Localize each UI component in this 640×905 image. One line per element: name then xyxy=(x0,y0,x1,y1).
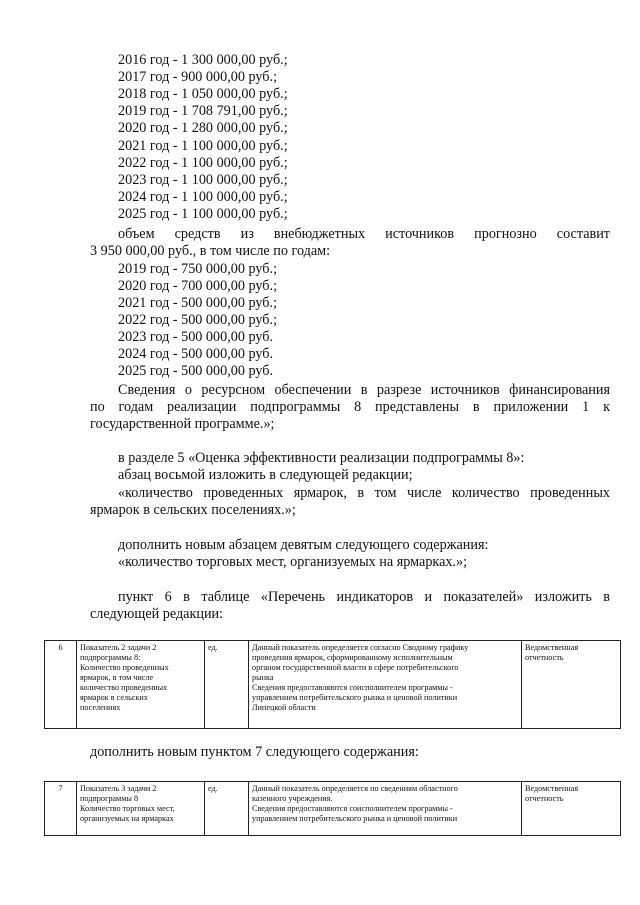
extrabudget-line-2022: 2022 год - 500 000,00 руб.; xyxy=(118,312,278,328)
section5-heading: в разделе 5 «Оценка эффективности реализации подпрограммы 8»: xyxy=(118,450,525,466)
row6-name-line: Количество проведенных xyxy=(80,663,169,672)
budget-line-2019: 2019 год - 1 708 791,00 руб.; xyxy=(118,103,288,119)
row7-name-line: Показатель 3 задачи 2 xyxy=(80,784,157,793)
row6-source xyxy=(522,641,621,729)
point6-line-2: следующей редакции: xyxy=(90,606,224,622)
row6-source-line: Ведомственная xyxy=(525,643,579,652)
row7-source xyxy=(522,782,621,836)
point6-line-1: пункт 6 в таблице «Перечень индикаторов и показателей» изложить в xyxy=(118,589,610,605)
budget-line-2024: 2024 год - 1 100 000,00 руб.; xyxy=(118,189,288,205)
row7-source-line: отчетность xyxy=(525,794,564,803)
budget-line-2020: 2020 год - 1 280 000,00 руб.; xyxy=(118,120,288,136)
row6-name-line: поселениях xyxy=(80,703,121,712)
row6-name-line: подпрограммы 8: xyxy=(80,653,141,662)
table-row xyxy=(45,641,621,729)
row6-desc-line: Сведения предоставляются соисполнителем программы - xyxy=(252,683,453,692)
budget-line-2021: 2021 год - 1 100 000,00 руб.; xyxy=(118,138,288,154)
row6-unit: ед. xyxy=(205,641,249,729)
row6-desc-line: Данный показатель определяется согласно Сводному графику xyxy=(252,643,469,652)
budget-line-2017: 2017 год - 900 000,00 руб.; xyxy=(118,69,278,85)
row7-desc-line: управлением потребительского рынка и ценовой политики xyxy=(252,814,458,823)
indicator-table-row-7 xyxy=(44,781,621,836)
resource-para-line-1: Сведения о ресурсном обеспечении в разрезе источников финансирования xyxy=(118,382,610,398)
row7-desc-line: казенного учреждения. xyxy=(252,794,333,803)
row6-desc-line: Липецкой области xyxy=(252,703,316,712)
add-paragraph9-instruction: дополнить новым абзацем девятым следующего содержания: xyxy=(118,537,489,553)
budget-line-2018: 2018 год - 1 050 000,00 руб.; xyxy=(118,86,288,102)
budget-line-2022: 2022 год - 1 100 000,00 руб.; xyxy=(118,155,288,171)
row7-number: 7 xyxy=(45,782,77,836)
row6-desc-line: органом государственной власти в сфере потребительского xyxy=(252,663,459,672)
row6-description xyxy=(249,641,522,729)
budget-line-2025: 2025 год - 1 100 000,00 руб.; xyxy=(118,206,288,222)
row6-name-line: Показатель 2 задачи 2 xyxy=(80,643,157,652)
row6-name-line: количество проведенных xyxy=(80,683,168,692)
extrabudget-intro-line-2: 3 950 000,00 руб., в том числе по годам: xyxy=(90,243,331,259)
row6-number: 6 xyxy=(45,641,77,729)
row6-indicator-name xyxy=(77,641,205,729)
row7-name-line: Количество торговых мест, xyxy=(80,804,175,813)
paragraph9-quote: «количество торговых мест, организуемых на ярмарках.»; xyxy=(118,554,468,570)
budget-line-2023: 2023 год - 1 100 000,00 руб.; xyxy=(118,172,288,188)
extrabudget-line-2019: 2019 год - 750 000,00 руб.; xyxy=(118,261,278,277)
add-point7-instruction: дополнить новым пунктом 7 следующего содержания: xyxy=(90,744,419,760)
row7-indicator-name xyxy=(77,782,205,836)
paragraph8-instruction: абзац восьмой изложить в следующей редакции; xyxy=(118,467,413,483)
quote-line-2: ярмарок в сельских поселениях.»; xyxy=(90,502,296,518)
row7-unit: ед. xyxy=(205,782,249,836)
indicator-table-row-6 xyxy=(44,640,621,729)
row7-source-line: Ведомственная xyxy=(525,784,579,793)
row7-desc-line: Данный показатель определяется по сведениям областного xyxy=(252,784,458,793)
table-row xyxy=(45,782,621,836)
row6-desc-line: проведения ярмарок, сформированному исполнительным xyxy=(252,653,453,662)
row7-description xyxy=(249,782,522,836)
row6-source-line: отчетность xyxy=(525,653,564,662)
extrabudget-line-2023: 2023 год - 500 000,00 руб. xyxy=(118,329,274,345)
quote-line-1: «количество проведенных ярмарок, в том числе количество проведенных xyxy=(118,485,610,501)
row7-desc-line: Сведения предоставляются соисполнителем программы - xyxy=(252,804,453,813)
budget-line-2016: 2016 год - 1 300 000,00 руб.; xyxy=(118,52,288,68)
extrabudget-intro-line-1: объем средств из внебюджетных источников прогнозно составит xyxy=(118,226,610,242)
row7-name-line: организуемых на ярмарках xyxy=(80,814,174,823)
row6-name-line: ярмарок, в том числе xyxy=(80,673,154,682)
row6-desc-line: рынка xyxy=(252,673,274,682)
extrabudget-line-2020: 2020 год - 700 000,00 руб.; xyxy=(118,278,278,294)
row7-name-line: подпрограммы 8 xyxy=(80,794,139,803)
extrabudget-line-2021: 2021 год - 500 000,00 руб.; xyxy=(118,295,278,311)
row6-desc-line: управлением потребительского рынка и ценовой политики xyxy=(252,693,458,702)
row6-name-line: ярмарок в сельских xyxy=(80,693,148,702)
resource-para-line-3: государственной программе.»; xyxy=(90,416,275,432)
extrabudget-line-2024: 2024 год - 500 000,00 руб. xyxy=(118,346,274,362)
extrabudget-line-2025: 2025 год - 500 000,00 руб. xyxy=(118,363,274,379)
resource-para-line-2: по годам реализации подпрограммы 8 представлены в приложении 1 к xyxy=(90,399,610,415)
